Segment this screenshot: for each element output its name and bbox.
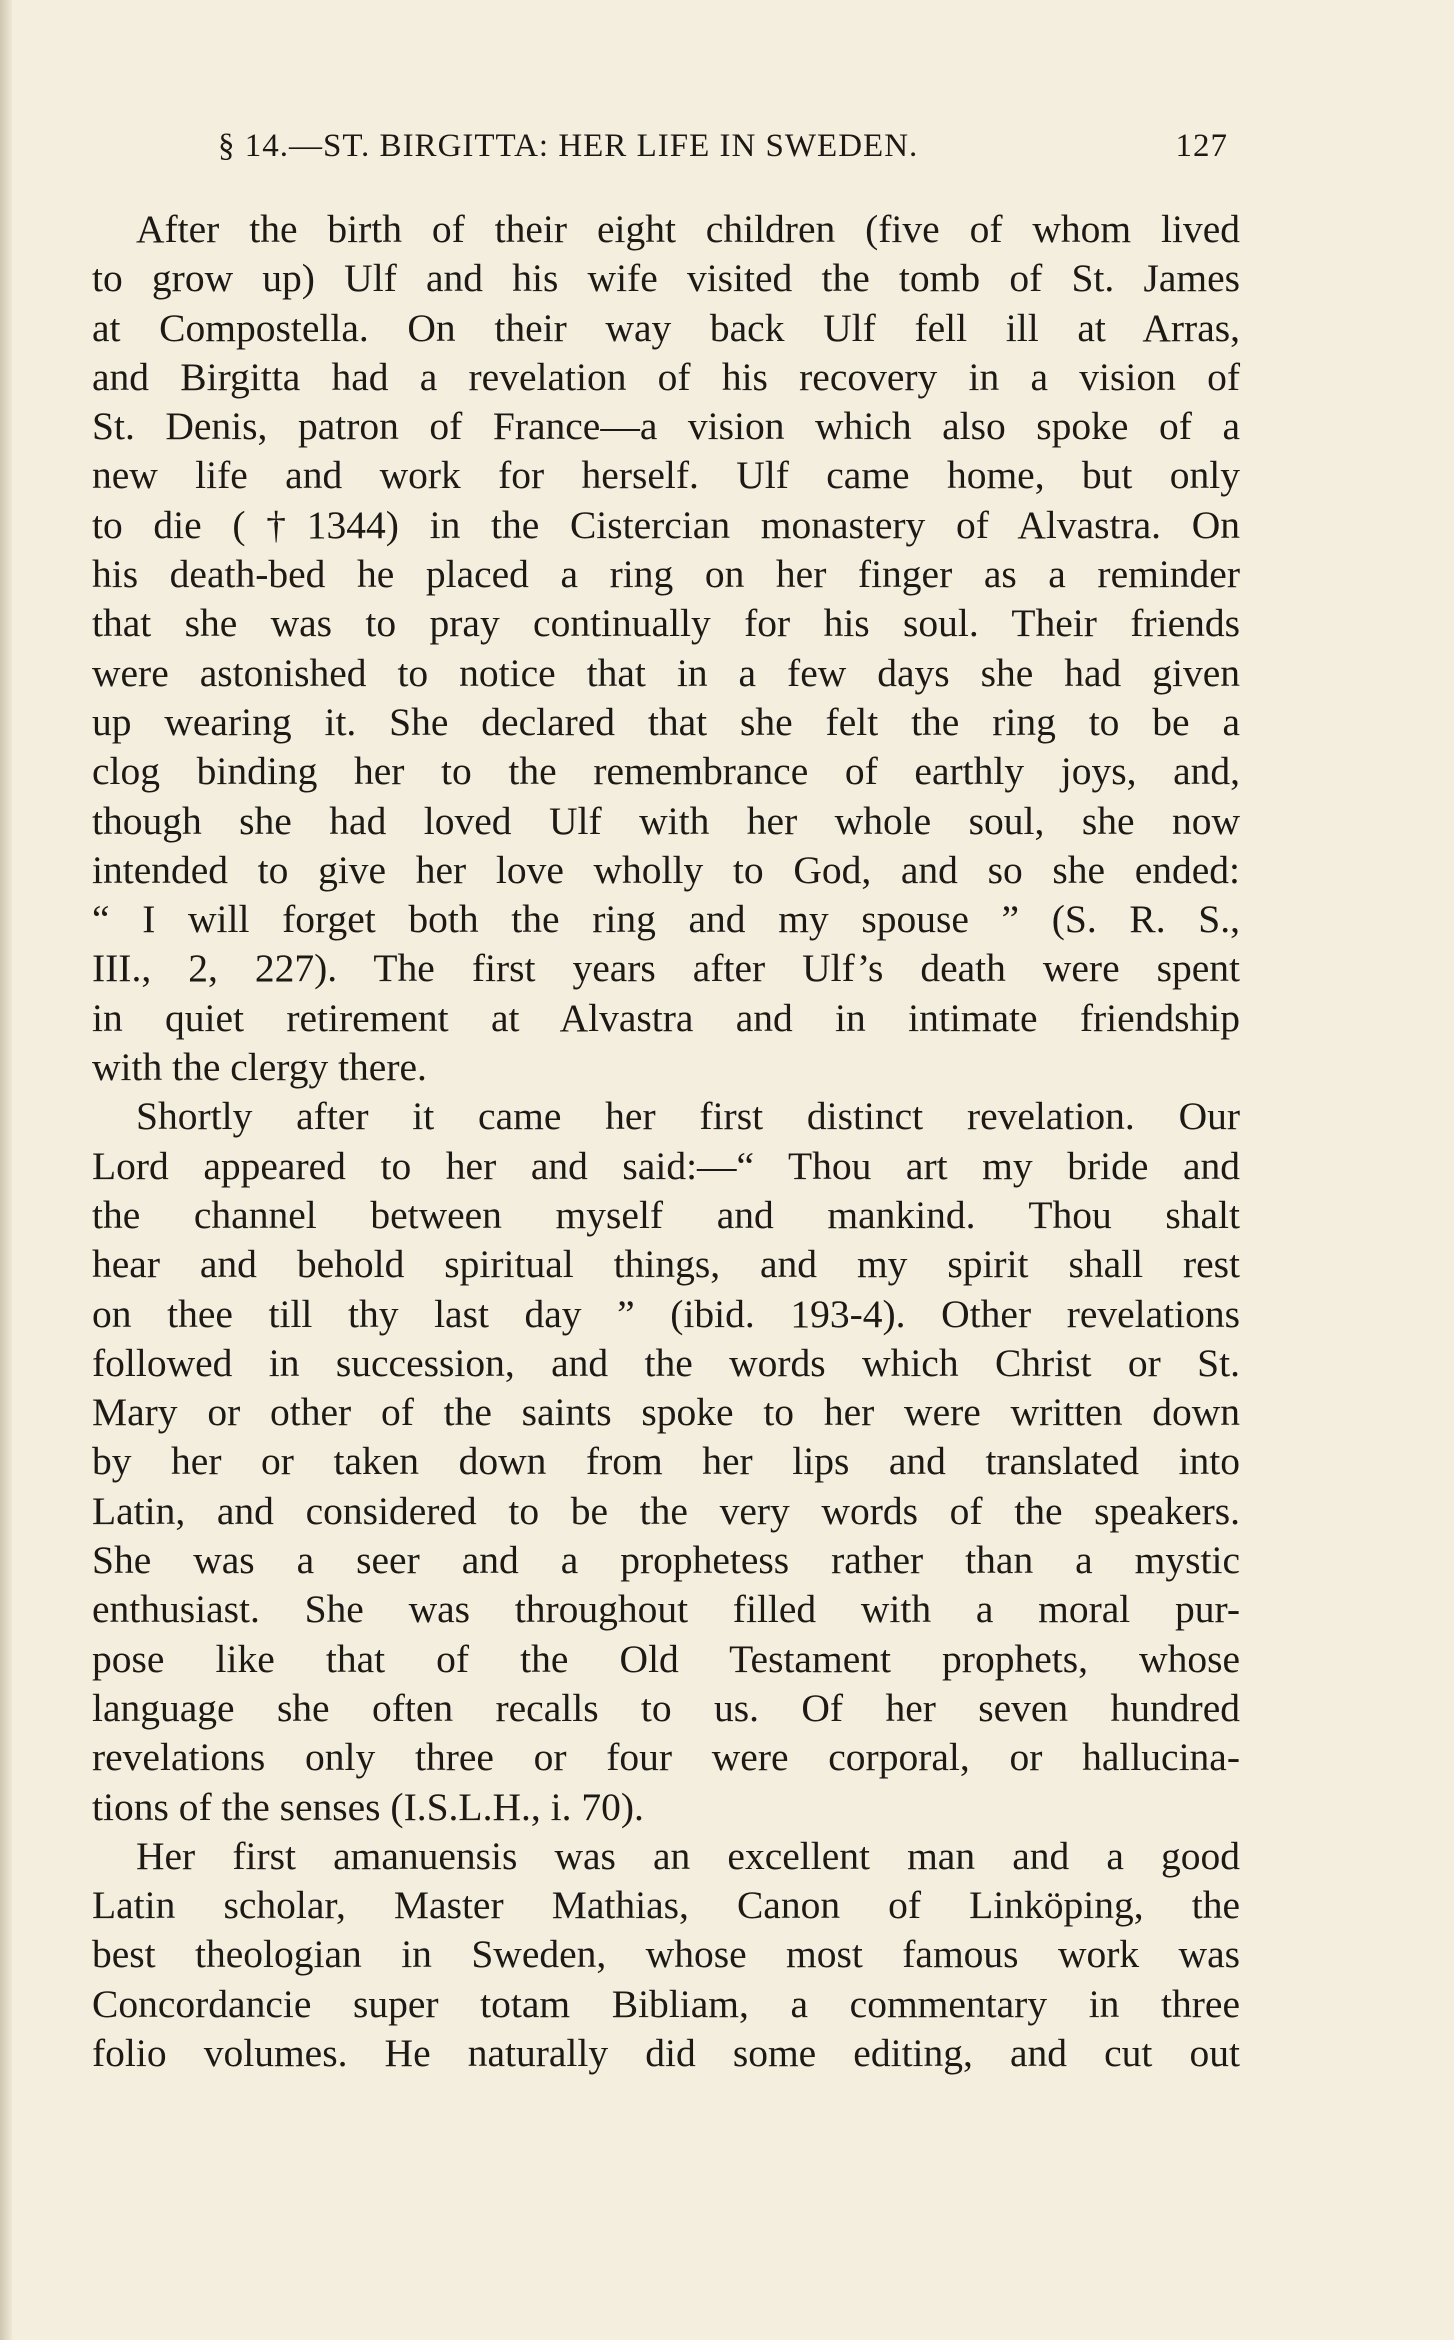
text-line: intended to give her love wholly to God, and so she ended: [92,847,1240,892]
text-line: After the birth of their eight children (five of whom lived [136,207,1240,251]
text-line: followed in succession, and the words which Christ or St. [92,1340,1240,1385]
text-line: language she often recalls to us. Of her seven hundred [92,1685,1240,1730]
text-line: with the clergy there. [92,1045,427,1090]
text-line: hear and behold spiritual things, and my spirit shall rest [92,1242,1240,1287]
text-line: were astonished to notice that in a few days she had given [92,650,1240,695]
text-line: up wearing it. She declared that she felt the ring to be a [92,699,1240,744]
text-line: III., 2, 227). The first years after Ulf’s death were spent [92,946,1240,991]
text-line: on thee till thy last day ” (ibid. 193-4). Other revelations [92,1291,1240,1336]
text-line: Mary or other of the saints spoke to her were written down [92,1390,1240,1435]
text-line: Latin scholar, Master Mathias, Canon of Linköping, the [92,1883,1240,1928]
text-line: Lord appeared to her and said:—“ Thou art my bride and [92,1143,1240,1188]
text-line: at Compostella. On their way back Ulf fell ill at Arras, [92,305,1240,350]
text-line: She was a seer and a prophetess rather than a mystic [92,1538,1240,1583]
text-line: his death-bed he placed a ring on her finger as a reminder [92,552,1240,597]
text-line: St. Denis, patron of France—a vision which also spoke of a [92,404,1240,449]
text-line: Her first amanuensis was an excellent man and a good [136,1833,1240,1878]
text-line: Shortly after it came her first distinct revelation. Our [136,1094,1240,1139]
text-line: the channel between myself and mankind. Thou shalt [92,1192,1240,1237]
text-line: “ I will forget both the ring and my spouse ” (S. R. S., [92,897,1240,942]
paragraph-3 [92,1832,1240,2078]
text-line: to die (†1344) in the Cistercian monastery of Alvastra. On [92,502,1240,547]
paragraph-2 [92,1092,1240,1831]
text-line: in quiet retirement at Alvastra and in intimate friendship [92,995,1240,1040]
text-line: that she was to pray continually for his soul. Their friends [92,601,1240,646]
page-gutter-shadow [0,0,12,2340]
text-line: by her or taken down from her lips and translated into [92,1439,1240,1484]
text-line: Concordancie super totam Bibliam, a commentary in three [92,1981,1240,2026]
text-line: pose like that of the Old Testament prophets, whose [92,1636,1240,1681]
text-line: to grow up) Ulf and his wife visited the tomb of St. James [92,256,1240,301]
body-text [92,205,1240,2078]
text-line: enthusiast. She was throughout filled with a moral pur- [92,1587,1240,1632]
text-line: and Birgitta had a revelation of his recovery in a vision of [92,354,1240,399]
running-header [218,128,1228,165]
text-line: folio volumes. He naturally did some editing, and cut out [92,2030,1240,2075]
running-title: § 14.—ST. BIRGITTA: HER LIFE IN SWEDEN. [218,128,919,164]
text-line: new life and work for herself. Ulf came home, but only [92,453,1240,498]
page-number: 127 [1175,128,1228,164]
text-line: Latin, and considered to be the very words of the speakers. [92,1488,1240,1533]
text-line: clog binding her to the remembrance of earthly joys, and, [92,749,1240,794]
text-line: though she had loved Ulf with her whole soul, she now [92,798,1240,843]
text-line: tions of the senses (I.S.L.H., i. 70). [92,1784,644,1829]
text-line: revelations only three or four were corporal, or hallucina- [92,1735,1240,1780]
text-line: best theologian in Sweden, whose most famous work was [92,1932,1240,1977]
paragraph-1 [92,205,1240,1092]
